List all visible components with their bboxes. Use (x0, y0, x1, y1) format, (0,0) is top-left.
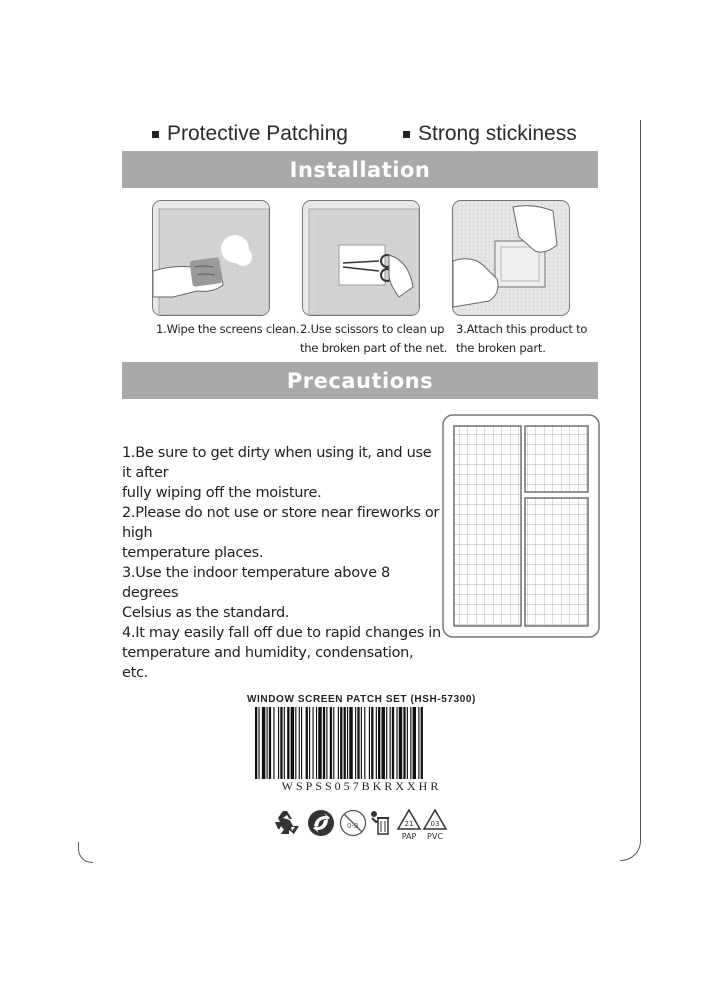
attach-patch-illustration-icon (453, 201, 569, 315)
window-screen-diagram (442, 414, 600, 638)
feature-bullets (0, 120, 723, 150)
barcode-bar (344, 707, 346, 779)
step-1-image (152, 200, 270, 316)
barcode-bar (364, 707, 365, 779)
barcode-bar (280, 707, 282, 779)
barcode-bar (361, 707, 362, 779)
recycle-icon (272, 808, 302, 838)
precaution-line: temperature and humidity, condensation, etc. (122, 645, 414, 681)
barcode-bar (295, 707, 296, 779)
card-edge-left (78, 842, 93, 863)
window-grid-icon (442, 414, 600, 638)
barcode-bar (407, 707, 408, 779)
barcode-bar (333, 707, 334, 779)
scissors-cut-illustration-icon (303, 201, 419, 315)
step-2-caption-line2: the broken part of the net. (300, 341, 448, 355)
barcode-bar (403, 707, 405, 779)
precautions-list (122, 443, 442, 683)
pap-recycle-icon (396, 808, 422, 842)
step-2-image (302, 200, 420, 316)
precautions-header: Precautions (122, 362, 598, 399)
barcode-bar (418, 707, 419, 779)
feature-label: Protective Patching (167, 122, 348, 145)
square-bullet-icon (403, 131, 410, 138)
step-1-caption (156, 320, 299, 339)
barcode-bar (284, 707, 285, 779)
feature-strong-stickiness (403, 122, 577, 146)
barcode-bar (349, 707, 352, 779)
barcode-bar (369, 707, 370, 779)
step-3-image (452, 200, 570, 316)
pvc-recycle-icon (422, 808, 448, 842)
barcode-bar (410, 707, 411, 779)
age-warning-icon (338, 808, 368, 838)
barcode-bar (338, 707, 339, 779)
step-2-caption-line1: 2.Use scissors to clean up (300, 322, 445, 336)
precaution-line: Celsius as the standard. (122, 605, 290, 621)
green-dot-icon (306, 808, 336, 838)
trash-bin-icon (368, 808, 390, 838)
step-1-caption-line1: 1.Wipe the screens clean. (156, 322, 300, 336)
barcode-bar (392, 707, 394, 779)
barcode-bar (421, 707, 423, 779)
barcode-bar (390, 707, 391, 779)
barcode-bar (326, 707, 327, 779)
barcode-bar (382, 707, 385, 779)
precaution-line: fully wiping off the moisture. (122, 485, 322, 501)
barcode-bar (330, 707, 332, 779)
barcode-bar (255, 707, 257, 779)
barcode-bar (378, 707, 380, 779)
barcode-title: WINDOW SCREEN PATCH SET (HSH-57300) (247, 694, 476, 705)
barcode-bar (323, 707, 325, 779)
feature-label: Strong stickiness (418, 122, 577, 145)
pvc-code: 03 (430, 820, 440, 828)
barcode-bar (371, 707, 373, 779)
precaution-line: 4.It may easily fall off due to rapid changes in (122, 625, 441, 641)
step-3-caption (456, 320, 587, 358)
installation-header: Installation (122, 151, 598, 188)
barcode-bar (299, 707, 300, 779)
barcode-bar (357, 707, 359, 779)
feature-protective-patching (152, 122, 348, 146)
card-edge-right (620, 120, 641, 861)
pap-label: PAP (401, 832, 417, 841)
barcode-bar (340, 707, 342, 779)
barcode-bar (301, 707, 302, 779)
barcode-bar (318, 707, 321, 779)
wipe-screen-illustration-icon (153, 201, 269, 315)
barcode-bar (306, 707, 308, 779)
barcode-bar (413, 707, 416, 779)
step-3-caption-line2: the broken part. (456, 341, 546, 355)
barcode-icon (255, 707, 469, 779)
precaution-line: 3.Use the indoor temperature above 8 degrees (122, 565, 390, 601)
barcode-bar (278, 707, 279, 779)
barcode-bar (313, 707, 314, 779)
precaution-line: 1.Be sure to get dirty when using it, and use it after (122, 445, 432, 481)
barcode-bar (347, 707, 348, 779)
barcode-bar (258, 707, 259, 779)
barcode-bar (269, 707, 271, 779)
precaution-line: temperature places. (122, 545, 264, 561)
barcode-bar (273, 707, 274, 779)
barcode-number: WSPSS057BKRXXHR (281, 779, 442, 793)
barcode-bar (287, 707, 289, 779)
barcode-bar (291, 707, 294, 779)
square-bullet-icon (152, 131, 159, 138)
precaution-line: 2.Please do not use or store near fireworks or high (122, 505, 440, 541)
barcode-bar (399, 707, 402, 779)
step-3-caption-line1: 3.Attach this product to (456, 322, 588, 336)
barcode-bar (316, 707, 317, 779)
pvc-label: PVC (427, 832, 443, 841)
pap-code: 21 (404, 820, 414, 828)
barcode-bar (267, 707, 268, 779)
barcode-bar (355, 707, 356, 779)
barcode-bar (309, 707, 310, 779)
barcode-bar (386, 707, 387, 779)
barcode-bar (396, 707, 397, 779)
barcode-bar (262, 707, 265, 779)
barcode-bar (376, 707, 377, 779)
age-label: 0-3 (347, 822, 359, 830)
step-2-caption (300, 320, 447, 358)
